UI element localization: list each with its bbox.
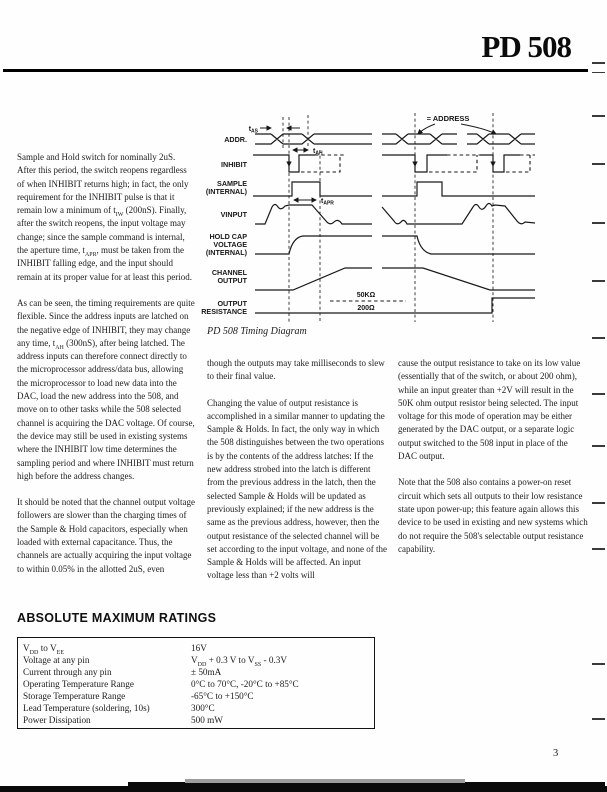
margin-tick [592,337,605,339]
timing-diagram [180,100,560,340]
margin-tick [592,548,605,550]
margin-tick [592,222,605,224]
rating-label: Lead Temperature (soldering, 10s) [23,702,150,713]
rating-value: 500 mW [191,715,223,726]
paragraph: Sample and Hold switch for nominally 2uS. After this period, the switch reopens regardless of when INHIBIT returns high; in fact, the only requirement for the INHIBIT pulse is that it remain low a minimum of $t_{IW}$ (200nS). Finally, after the switch reopens, the input voltage may change; since the sample command is internal, the aperture time, $t_{APR}$, must be taken from the INHIBIT falling edge, and the input should remain at its proper value for at least this period. [17,152,192,282]
rating-label: Storage Temperature Range [23,690,126,701]
resistance-low-label: 200Ω [357,305,375,312]
signal-label-inhibit: INHIBIT [221,160,247,169]
rating-label: Power Dissipation [23,715,91,726]
rating-value: ± 50mA [191,666,222,677]
signal-label-holdcap-2: VOLTAGE [213,240,247,249]
signal-label-outres: OUTPUT [217,299,247,308]
margin-tick [592,115,605,117]
margin-tick [592,280,605,282]
rating-label: $V_{DD}$ to $V_{EE}$ [23,642,65,656]
rating-value: $V_{DD} + 0.3$ V to $V_{SS} - 0.3V$ [191,654,288,668]
text-column-left [17,151,195,589]
rating-value: 16V [191,642,207,653]
scan-bottom-bar-smudge [185,779,465,783]
rating-label: Current through any pin [23,666,112,677]
header-rule [3,69,588,72]
page-number: 3 [553,748,559,759]
signal-label-sample-2: (INTERNAL) [205,187,247,196]
table-row [18,714,374,726]
rating-value: -65°C to +150°C [191,690,254,701]
paragraph: Changing the value of output resistance is accomplished in a similar manner to updating the Sample & Holds. In fact, the only way in which the 508 distinguishes between the two operations is by the contents of the address latches: If the new address strobed into the latch is different from the previous address in the latch, then the selected Sample & Holds will be updated as previously explained; if the new address is the same as the previous address, however, then the output resistance of the selected channel will be set according to the input voltage, and none of the Sample & Holds will be affected. An input voltage less than +2 volts will [207,397,387,581]
paragraph: Note that the 508 also contains a power-on reset circuit which sets all outputs to their low resistance state upon power-up; this feature again allows this device to be used in existing and new systems which do not require the 508's selectable output resistance capability. [398,477,588,554]
paragraph: It should be noted that the channel output voltage followers are slower than the charging times of the Sample & Hold capacitors, especially when loaded with external capacitance. Thus, the channels are actually acquiring the input voltage to within 0.05% in the allotted 2uS, even [17,497,195,574]
address-equals-label: = ADDRESS [426,114,470,123]
tas-label: $t_{AS}$ [248,126,258,135]
margin-tick [592,72,605,74]
signal-label-outres-2: RESISTANCE [201,307,247,316]
signal-label-sample: SAMPLE [217,179,247,188]
signal-label-vinput: VINPUT [220,210,247,219]
margin-tick [592,502,605,504]
rating-label: Voltage at any pin [23,654,90,665]
section-heading-absolute-maximum-ratings: ABSOLUTE MAXIMUM RATINGS [17,611,217,625]
margin-tick [592,62,605,64]
table-row [18,702,374,714]
page-title: PD 508 [481,29,571,64]
resistance-high-label: 50KΩ [356,292,376,299]
tapr-label: $t_{APR}$ [321,198,334,207]
rating-value: 0°C to 70°C, -20°C to +85°C [191,678,299,689]
ratings-table [17,637,375,729]
table-row [18,642,374,654]
paragraph: As can be seen, the timing requirements are quite flexible. Since the address inputs are latched on the negative edge of INHIBIT, they may change any time, $t_{AH}$ (300nS), after being latched. The address inputs can therefore connect directly to the microprocessor address/data bus, allowing the microprocessor to load new data into the DAC, load the new address into the 508, and move on to other tasks while the 508 selected channel is acquiring the DAC voltage. Of course, the device may still be used in existing systems where the INHIBIT low time determines the sampling period and where INHIBIT must return high before the address changes. [17,297,195,481]
scan-bottom-bar-segment [128,782,605,792]
margin-tick [592,663,605,665]
margin-tick [592,445,605,447]
table-row [18,654,374,666]
text-column-right [398,357,588,569]
margin-tick [592,718,605,720]
paragraph: though the outputs may take milliseconds to slew to their final value. [207,358,385,382]
rating-value: 300°C [191,702,215,713]
tah-label: $t_{AH}$ [313,148,323,157]
paragraph: cause the output resistance to take on its low value (essentially that of the switch, or about 200 ohm), while an input greater than +2V will result in the 50K ohm output resistor being selected. The input voltage for this mode of operation may be either generated by the DAC output, or a separate logic output switched to the 508 input in place of the DAC output. [398,358,581,462]
margin-tick [592,393,605,395]
inhibit-waveform [253,155,535,172]
signal-label-channel-2: OUTPUT [217,276,247,285]
signal-label-channel: CHANNEL [211,268,247,277]
diagram-caption: PD 508 Timing Diagram [207,326,307,337]
table-row [18,690,374,702]
rating-label: Operating Temperature Range [23,678,134,689]
margin-tick [592,163,605,165]
table-row [18,666,374,678]
table-row [18,678,374,690]
signal-label-addr: ADDR. [224,135,247,144]
signal-label-holdcap-3: (INTERNAL) [205,248,247,257]
signal-label-holdcap: HOLD CAP [209,232,247,241]
text-column-middle [207,357,389,596]
